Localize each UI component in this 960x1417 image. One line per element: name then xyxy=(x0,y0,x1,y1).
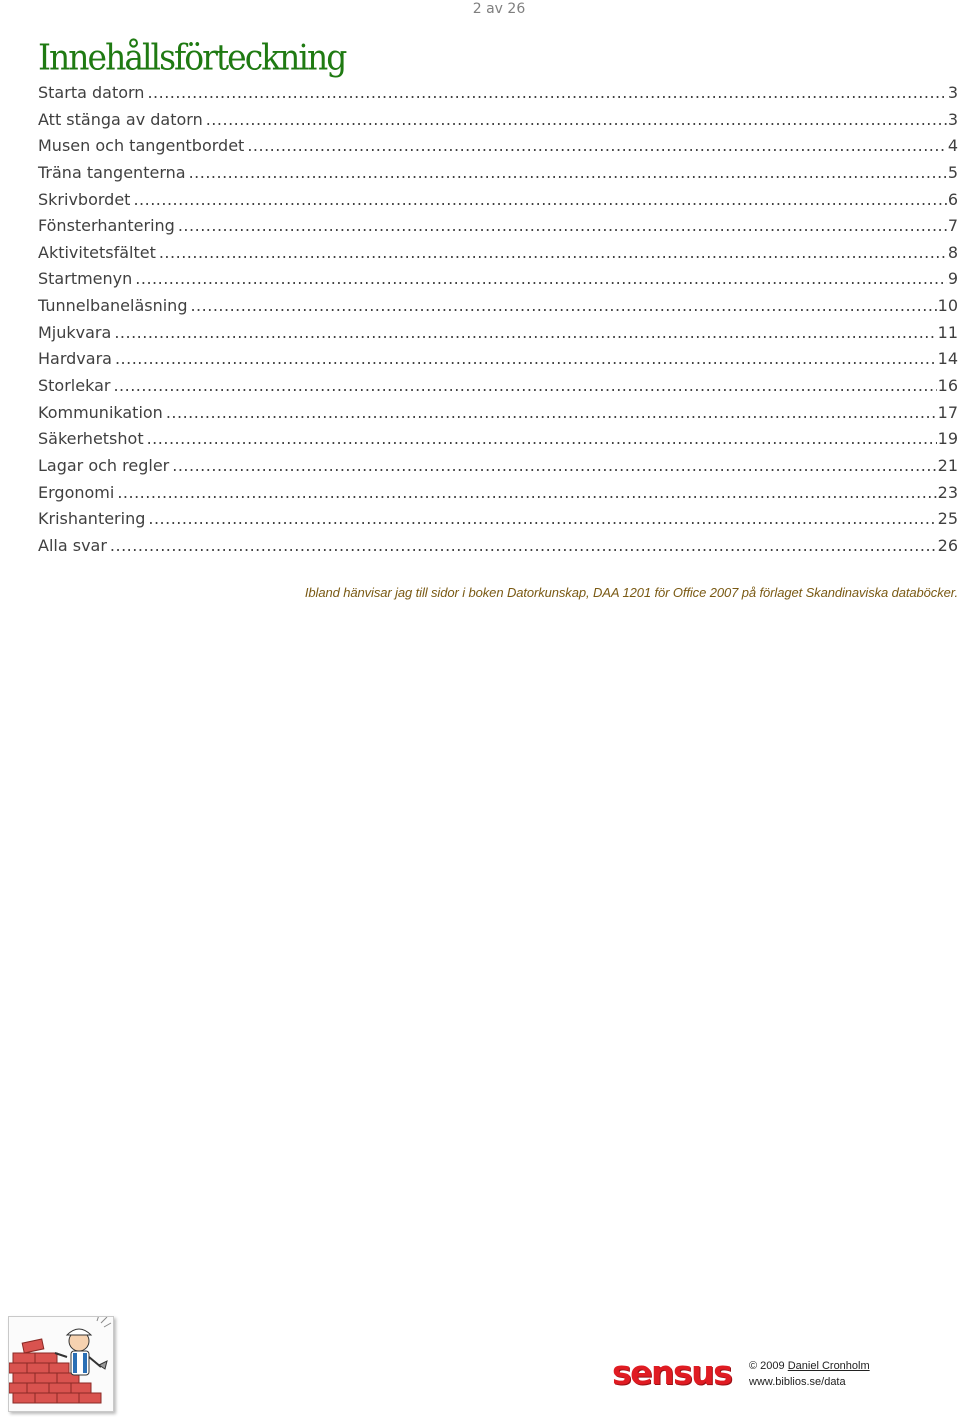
toc-entry-label: Aktivitetsfältet xyxy=(38,242,156,262)
toc-dot-leader xyxy=(178,213,947,239)
copyright-year: 2009 xyxy=(760,1360,785,1372)
toc-entry-page: 19 xyxy=(937,429,958,449)
toc-entry-page: 3 xyxy=(947,109,958,129)
toc-entry-page: 4 xyxy=(947,136,958,156)
toc-dot-leader xyxy=(114,320,936,346)
toc-dot-leader xyxy=(189,160,947,186)
toc-entry-page: 16 xyxy=(937,376,958,396)
toc-entry-page: 7 xyxy=(947,216,958,236)
toc-dot-leader xyxy=(166,400,937,426)
toc-entry-label: Träna tangenterna xyxy=(38,162,186,182)
toc-entry-page: 10 xyxy=(937,296,958,316)
toc-entry[interactable] xyxy=(38,240,958,267)
toc-entry-label: Musen och tangentbordet xyxy=(38,136,245,156)
toc-entry[interactable] xyxy=(38,506,958,533)
toc-dot-leader xyxy=(115,346,937,372)
toc-entry-label: Mjukvara xyxy=(38,322,112,342)
toc-entry-page: 25 xyxy=(937,509,958,529)
sensus-logo: sensus xyxy=(612,1353,732,1392)
toc-entry[interactable] xyxy=(38,320,958,347)
copyright-line xyxy=(749,1358,870,1374)
toc-entry-label: Hardvara xyxy=(38,349,112,369)
toc-entry-page: 6 xyxy=(947,189,958,209)
toc-entry[interactable] xyxy=(38,107,958,134)
author-link[interactable]: Daniel Cronholm xyxy=(787,1360,870,1372)
toc-entry-page: 9 xyxy=(947,269,958,289)
toc-entry[interactable] xyxy=(38,80,958,107)
toc-dot-leader xyxy=(147,426,937,452)
toc-entry-label: Kommunikation xyxy=(38,402,163,422)
bricklayer-illustration-icon xyxy=(8,1316,114,1412)
toc-entry-label: Skrivbordet xyxy=(38,189,131,209)
toc-entry-page: 11 xyxy=(937,322,958,342)
toc-dot-leader xyxy=(147,80,946,106)
toc-dot-leader xyxy=(247,133,947,159)
website-link[interactable]: www.biblios.se/data xyxy=(749,1376,846,1388)
copyright-icon: © xyxy=(749,1360,758,1372)
toc-dot-leader xyxy=(190,293,936,319)
toc-entry-page: 23 xyxy=(937,482,958,502)
book-reference-note: Ibland hänvisar jag till sidor i boken Datorkunskap, DAA 1201 för Office 2007 på förlaget Skandinaviska databöcker. xyxy=(304,585,958,600)
toc-entry-label: Krishantering xyxy=(38,509,146,529)
toc-dot-leader xyxy=(113,373,936,399)
table-of-contents xyxy=(38,80,958,560)
toc-entry[interactable] xyxy=(38,133,958,160)
toc-entry-label: Ergonomi xyxy=(38,482,115,502)
toc-entry-page: 26 xyxy=(937,535,958,555)
toc-entry-label: Lagar och regler xyxy=(38,455,170,475)
toc-entry[interactable] xyxy=(38,373,958,400)
toc-entry[interactable] xyxy=(38,480,958,507)
toc-entry[interactable] xyxy=(38,533,958,560)
toc-entry-label: Säkerhetshot xyxy=(38,429,144,449)
toc-entry[interactable] xyxy=(38,293,958,320)
footer-credits xyxy=(749,1358,870,1390)
toc-dot-leader xyxy=(148,506,936,532)
toc-entry[interactable] xyxy=(38,266,958,293)
toc-entry-page: 5 xyxy=(947,162,958,182)
toc-entry-page: 8 xyxy=(947,242,958,262)
toc-entry-page: 21 xyxy=(937,455,958,475)
toc-entry-page: 14 xyxy=(937,349,958,369)
toc-entry-label: Starta datorn xyxy=(38,83,145,102)
bricklayer-icon xyxy=(9,1317,113,1411)
toc-entry-label: Fönsterhantering xyxy=(38,216,175,236)
toc-title: Innehållsförteckning xyxy=(38,36,346,79)
toc-entry-label: Alla svar xyxy=(38,535,107,555)
toc-dot-leader xyxy=(206,107,947,133)
toc-entry-label: Att stänga av datorn xyxy=(38,109,203,129)
toc-dot-leader xyxy=(133,187,946,213)
toc-entry[interactable] xyxy=(38,426,958,453)
toc-dot-leader xyxy=(159,240,947,266)
toc-entry[interactable] xyxy=(38,453,958,480)
page-indicator: 2 av 26 xyxy=(472,1,526,17)
toc-dot-leader xyxy=(135,266,947,292)
toc-entry-label: Storlekar xyxy=(38,376,111,396)
toc-entry-label: Tunnelbaneläsning xyxy=(38,296,188,316)
toc-dot-leader xyxy=(110,533,937,559)
toc-dot-leader xyxy=(172,453,936,479)
toc-entry[interactable] xyxy=(38,160,958,187)
toc-entry-page: 17 xyxy=(937,402,958,422)
toc-entry[interactable] xyxy=(38,346,958,373)
toc-entry-label: Startmenyn xyxy=(38,269,133,289)
toc-entry[interactable] xyxy=(38,213,958,240)
toc-entry[interactable] xyxy=(38,400,958,427)
toc-entry[interactable] xyxy=(38,187,958,214)
toc-dot-leader xyxy=(117,480,936,506)
toc-entry-page: 3 xyxy=(947,83,958,102)
